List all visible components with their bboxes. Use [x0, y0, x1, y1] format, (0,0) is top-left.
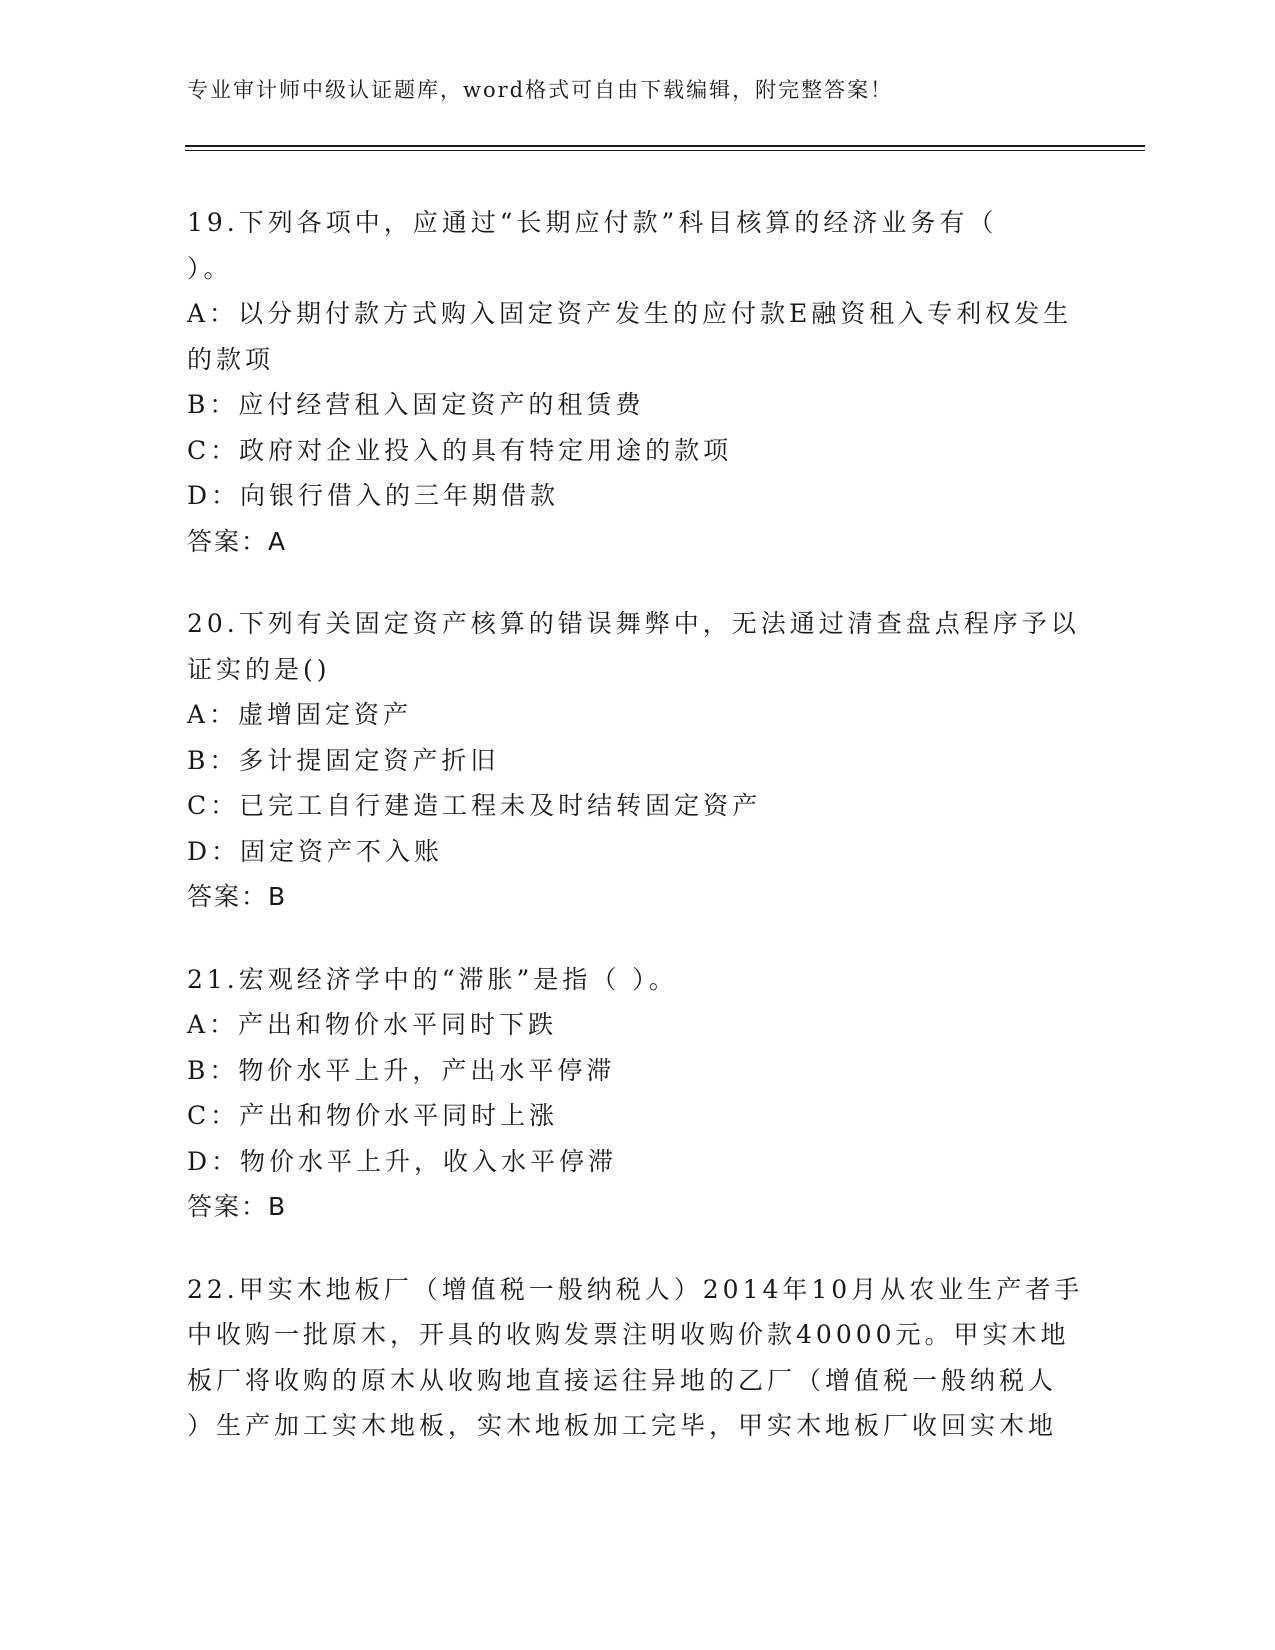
header-rule-thin — [185, 150, 1145, 151]
answer: 答案：A — [187, 526, 288, 556]
question-stem: ）。 — [187, 253, 233, 283]
option-a: A：虚增固定资产 — [187, 700, 413, 729]
question-stem: 板厂将收购的原木从收购地直接运往异地的乙厂（增值税一般纳税人 — [187, 1365, 1058, 1395]
question-20 — [187, 601, 1087, 920]
option-c: C：政府对企业投入的具有特定用途的款项 — [187, 435, 733, 465]
answer: 答案：B — [187, 1192, 288, 1221]
option-a: 的款项 — [187, 344, 275, 374]
option-b: B：多计提固定资产折旧 — [187, 745, 500, 775]
header-rule — [185, 145, 1145, 147]
question-stem: ）生产加工实木地板，实木地板加工完毕，甲实木地板厂收回实木地 — [187, 1411, 1058, 1440]
question-stem: 中收购一批原木，开具的收购发票注明收购价款40000元。甲实木地 — [187, 1320, 1070, 1349]
header-text: 专业审计师中级认证题库，word格式可自由下载编辑，附完整答案！ — [187, 78, 894, 102]
question-list — [187, 200, 1087, 1486]
option-c: C：产出和物价水平同时上涨 — [187, 1101, 559, 1130]
question-19 — [187, 200, 1087, 564]
option-b: B：应付经营租入固定资产的租赁费 — [187, 390, 645, 419]
option-d: D：物价水平上升，收入水平停滞 — [187, 1146, 618, 1176]
question-21 — [187, 957, 1087, 1230]
question-stem: 21.宏观经济学中的“滞胀”是指（ ）。 — [187, 964, 678, 994]
question-stem: 证实的是() — [187, 654, 331, 684]
option-b: B：物价水平上升，产出水平停滞 — [187, 1055, 616, 1085]
answer: 答案：B — [187, 882, 288, 911]
option-a: A：以分期付款方式购入固定资产发生的应付款E融资租入专利权发生 — [187, 299, 1073, 328]
question-stem: 19.下列各项中，应通过“长期应付款”科目核算的经济业务有（ — [187, 208, 998, 237]
option-a: A：产出和物价水平同时下跌 — [187, 1010, 558, 1039]
question-stem: 20.下列有关固定资产核算的错误舞弊中，无法通过清查盘点程序予以 — [187, 609, 1080, 638]
question-22 — [187, 1267, 1087, 1449]
option-d: D：向银行借入的三年期借款 — [187, 481, 560, 510]
option-c: C：已完工自行建造工程未及时结转固定资产 — [187, 791, 762, 820]
option-d: D：固定资产不入账 — [187, 836, 444, 866]
question-stem: 22.甲实木地板厂（增值税一般纳税人）2014年10月从农业生产者手 — [187, 1274, 1084, 1304]
